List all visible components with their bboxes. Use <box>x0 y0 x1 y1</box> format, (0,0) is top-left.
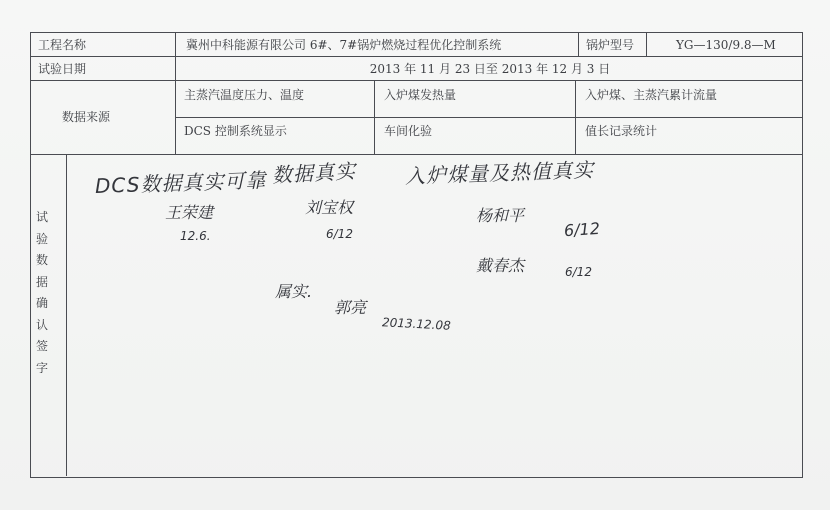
column-divider <box>578 32 579 56</box>
row-divider <box>30 154 802 155</box>
handwritten-date: 6/12 <box>563 218 601 241</box>
handwritten-date: 12.6. <box>180 229 211 243</box>
source-cell: 入炉煤发热量 <box>384 88 457 102</box>
row-divider <box>175 117 802 118</box>
column-divider <box>646 32 647 56</box>
handwritten-date: 2013.12.08 <box>381 315 452 333</box>
handwritten-note: DCS数据真实可靠 <box>94 168 267 198</box>
handwritten-signature: 王荣建 <box>165 203 214 222</box>
row-divider <box>30 56 802 57</box>
source-cell: 车间化验 <box>384 124 433 138</box>
boiler-model-value: YG—130/9.8—M <box>676 38 776 52</box>
test-date-label: 试验日期 <box>38 62 87 76</box>
handwritten-note: 入炉煤量及热值真实 <box>404 157 595 189</box>
project-name-label: 工程名称 <box>38 38 87 52</box>
source-cell: 入炉煤、主蒸汽累计流量 <box>585 88 718 102</box>
data-source-label: 数据来源 <box>62 110 111 124</box>
handwritten-date: 6/12 <box>326 227 353 241</box>
confirm-signature-label: 试验数据确认签字 <box>35 210 48 375</box>
source-cell: 值长记录统计 <box>585 124 658 138</box>
column-divider <box>575 80 576 154</box>
test-date-value: 2013 年 11 月 23 日至 2013 年 12 月 3 日 <box>369 62 611 76</box>
boiler-model-label: 锅炉型号 <box>586 38 635 52</box>
column-divider <box>374 80 375 154</box>
handwritten-note: 数据真实 <box>271 158 357 188</box>
handwritten-note: 属实. <box>275 282 313 301</box>
source-cell: DCS 控制系统显示 <box>184 124 287 138</box>
column-divider <box>175 32 176 154</box>
handwritten-signature: 郭亮 <box>334 298 367 317</box>
handwritten-signature: 刘宝权 <box>305 198 354 217</box>
column-divider <box>66 154 67 476</box>
row-divider <box>30 80 802 81</box>
handwritten-signature: 杨和平 <box>476 206 525 225</box>
project-name-value: 冀州中科能源有限公司 6#、7#锅炉燃烧过程优化控制系统 <box>186 38 502 52</box>
source-cell: 主蒸汽温度压力、温度 <box>184 88 305 102</box>
handwritten-signature: 戴春杰 <box>476 256 525 275</box>
handwritten-date: 6/12 <box>565 265 592 279</box>
